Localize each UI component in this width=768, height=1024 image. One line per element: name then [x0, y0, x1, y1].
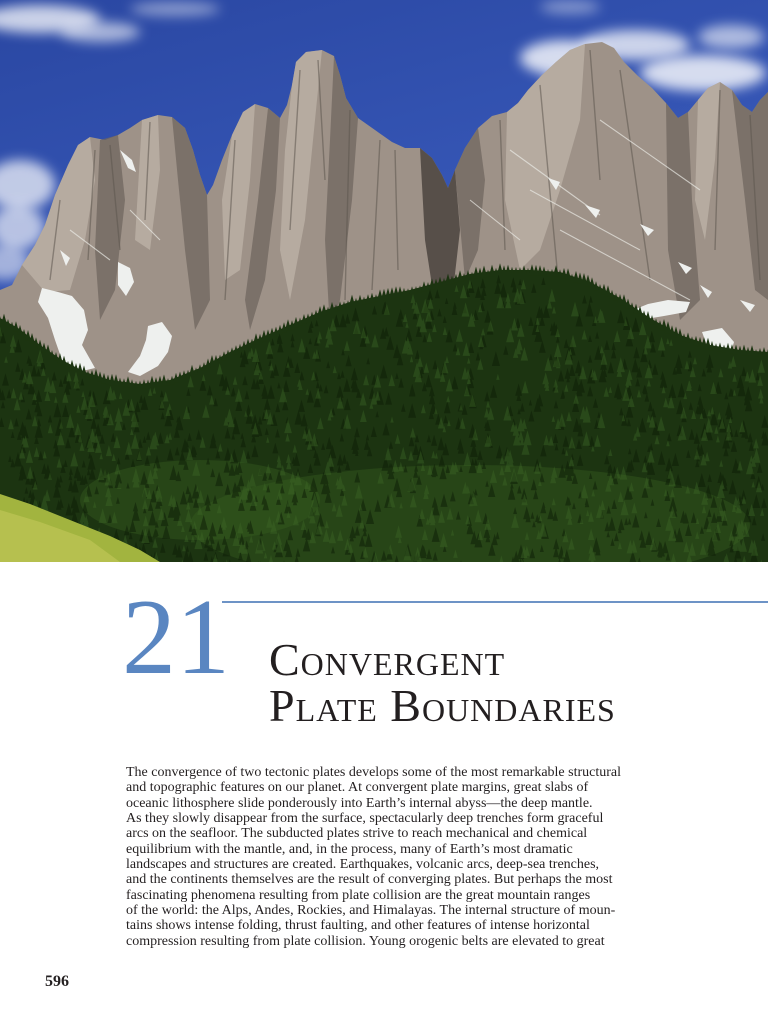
intro-line: The convergence of two tectonic plates develops some of the most remarkable structural — [126, 765, 622, 780]
intro-line: compression resulting from plate collision. Young orogenic belts are elevated to great — [126, 933, 605, 949]
intro-line: tains shows intense folding, thrust faulting, and other features of intense horizontal — [126, 918, 590, 934]
chapter-title — [269, 634, 616, 731]
intro-line: landscapes and structures are created. Earthquakes, volcanic arcs, deep-sea trenches, — [126, 857, 600, 873]
intro-line: equilibrium with the mantle, and, in the process, many of Earth’s most dramatic — [126, 841, 573, 857]
chapter-rule — [222, 601, 768, 603]
intro-line: arcs on the seafloor. The subducted plates strive to reach mechanical and chemical — [126, 826, 588, 842]
intro-line: oceanic lithosphere slide ponderously into Earth’s internal abyss—the deep mantle. — [126, 795, 593, 811]
intro-line: of the world: the Alps, Andes, Rockies, and Himalayas. The internal structure of moun- — [126, 903, 616, 919]
intro-paragraph — [126, 765, 621, 949]
intro-line: As they slowly disappear from the surface, spectacularly deep trenches form graceful — [126, 811, 604, 827]
intro-line: and topographic features on our planet. At convergent plate margins, great slabs of — [126, 780, 589, 796]
intro-line: fascinating phenomena resulting from plate collision are the great mountain ranges — [126, 887, 591, 903]
intro-line: and the continents themselves are the result of converging plates. But perhaps the most — [126, 872, 613, 888]
chapter-number: 21 — [122, 578, 230, 697]
page-number: 596 — [45, 973, 69, 990]
chapter-title-line-1: Convergent — [269, 634, 506, 685]
chapter-title-line-2: Plate Boundaries — [269, 680, 616, 731]
